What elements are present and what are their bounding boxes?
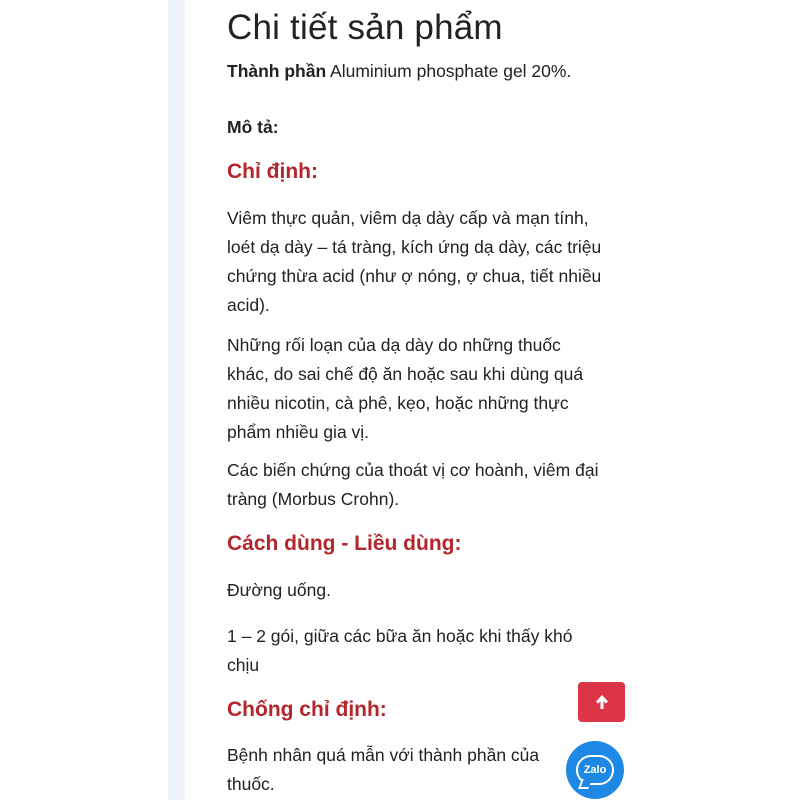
dosage-heading: Cách dùng - Liều dùng: — [227, 532, 462, 555]
arrow-up-icon — [593, 693, 611, 711]
zalo-chat-button[interactable] — [566, 741, 624, 799]
indications-paragraph-2: Những rối loạn của dạ dày do những thuốc khác, do sai chế độ ăn hoặc sau khi dùng quá nhiều nicotin, cà phê, kẹo, hoặc những thực phẩm nhiều gia vị. — [227, 335, 584, 442]
dosage-paragraph-2: 1 – 2 gói, giữa các bữa ăn hoặc khi thấy khó chịu — [227, 626, 573, 675]
contraindications-heading: Chống chỉ định: — [227, 698, 387, 721]
indications-heading: Chỉ định: — [227, 160, 318, 183]
scroll-to-top-button[interactable] — [578, 682, 625, 722]
description-label: Mô tả: — [227, 117, 279, 137]
page-side-strip — [168, 0, 185, 800]
page-title: Chi tiết sản phẩm — [227, 8, 503, 47]
indications-paragraph-3: Các biến chứng của thoát vị cơ hoành, viêm đại tràng (Morbus Crohn). — [227, 460, 599, 509]
zalo-label: Zalo — [583, 764, 607, 776]
ingredient-label: Thành phần — [227, 61, 327, 81]
contraindications-paragraph-1: Bệnh nhân quá mẫn với thành phần của thuốc. — [227, 745, 540, 794]
dosage-paragraph-1: Đường uống. — [227, 580, 331, 600]
zalo-icon — [576, 755, 614, 785]
ingredient-line — [227, 61, 571, 82]
indications-paragraph-1: Viêm thực quản, viêm dạ dày cấp và mạn tính, loét dạ dày – tá tràng, kích ứng dạ dày, các triệu chứng thừa acid (như ợ nóng, ợ chua, tiết nhiều acid). — [227, 208, 602, 315]
ingredient-value: Aluminium phosphate gel 20%. — [326, 61, 572, 81]
